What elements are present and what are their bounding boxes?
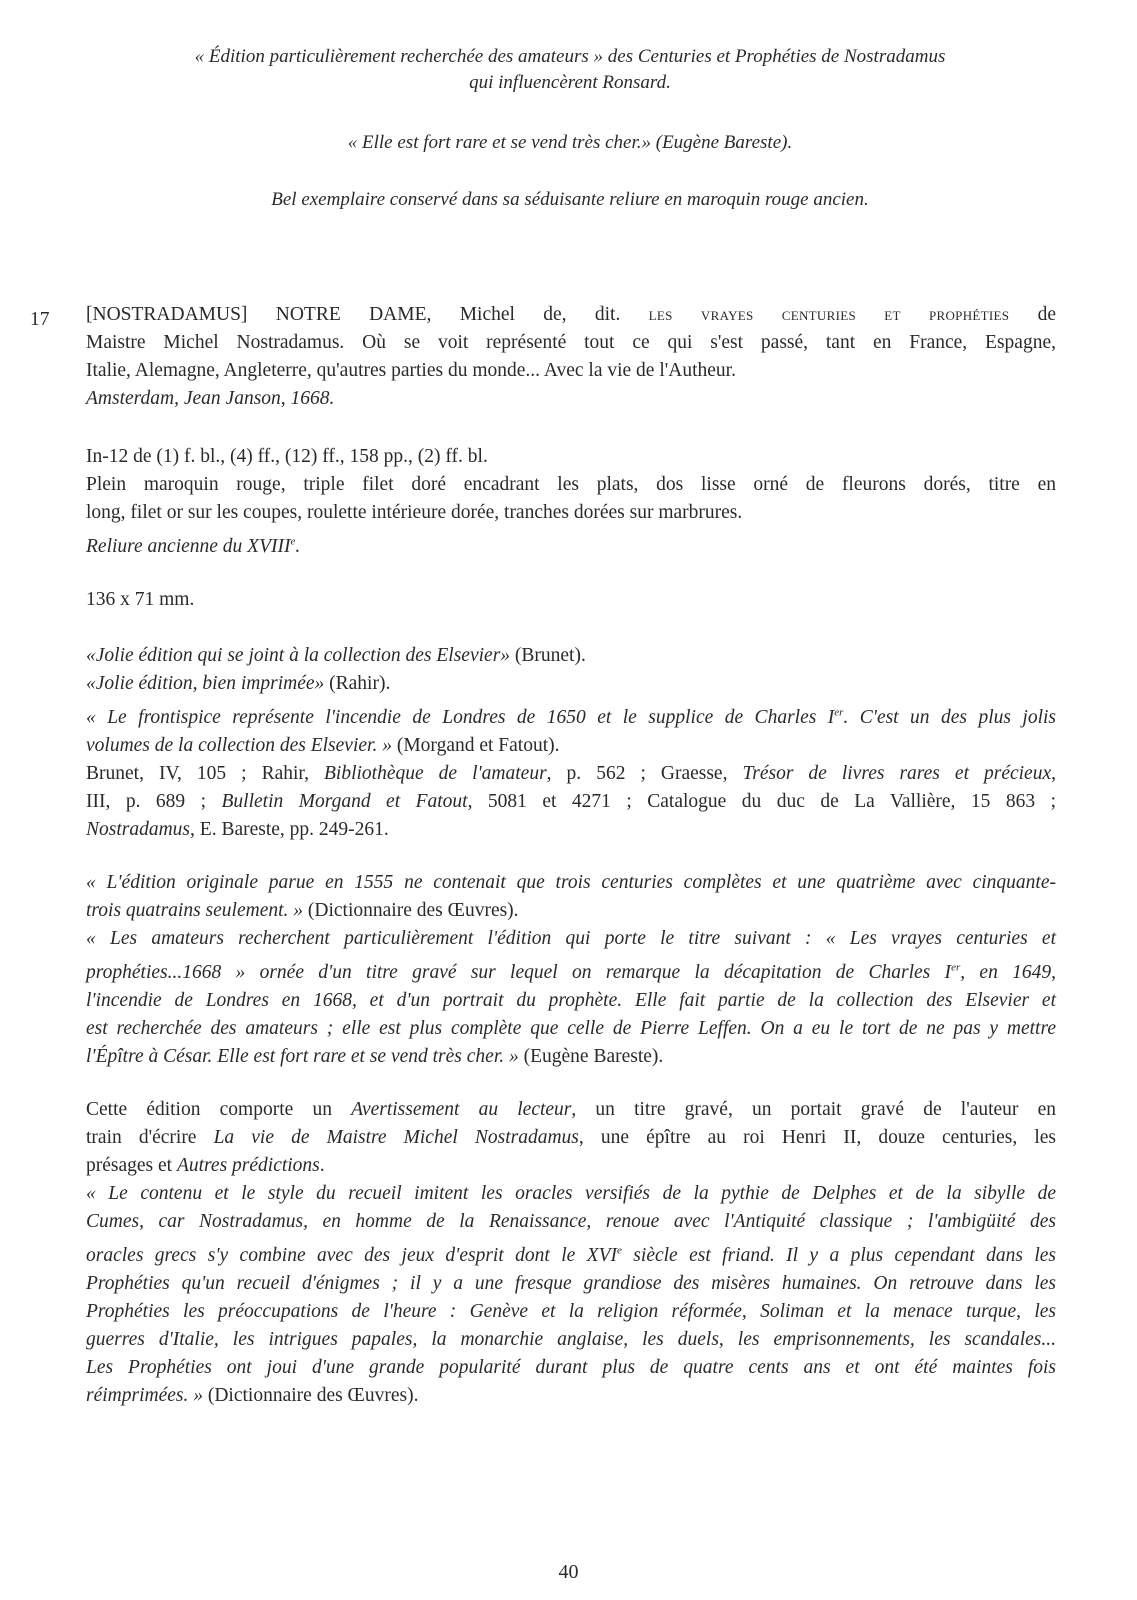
lot-title-line-1 [86, 300, 1056, 329]
lot-author: [NOSTRADAMUS] NOTRE DAME, Michel de, dit. [86, 304, 649, 325]
ref-q2-text: «Jolie édition, bien imprimée» [86, 673, 325, 694]
desc-line-1 [86, 1096, 1056, 1124]
desc-q1: « Le contenu et le style du recueil imitent les oracles versifiés de la pythie de Delphes et de la sibylle de [86, 1183, 1056, 1204]
lot-title-line-2: Maistre Michel Nostradamus. Où se voit représenté tout ce qui s'est passé, tant en France, Espagne, [86, 332, 1056, 353]
ref-quote-rahir [86, 670, 1056, 698]
ref-q3-a: « Le frontispice représente l'incendie de Londres de 1650 et le supplice de Charles I [86, 706, 835, 728]
desc-l2-b: , une épître au roi Henri II, douze centuries, les [578, 1127, 1057, 1148]
ref-b1-c: , [1051, 762, 1056, 784]
ref-q3-b: . C'est un des plus jolis [843, 706, 1056, 728]
desc-q2: Cumes, car Nostradamus, en homme de la Renaissance, renoue avec l'Antiquité classique ; l'ambigüité des [86, 1211, 1056, 1232]
ref-b1-i2: Trésor de livres rares et précieux [742, 762, 1052, 784]
desc-quote-6 [86, 1326, 1056, 1354]
dict-line-6 [86, 1015, 1056, 1043]
desc-q4: Prophéties qu'un recueil d'énigmes ; il y a une fresque grandiose des misères humaines. On retrouve dans les [86, 1272, 1056, 1294]
desc-quote-7 [86, 1354, 1056, 1382]
dict-l2-i: trois quatrains seulement. » [86, 900, 308, 921]
dict-l4-sup: er [951, 961, 961, 973]
binding-sup: e [290, 535, 296, 547]
dict-line-2 [86, 897, 1056, 925]
ref-b3-i1: Nostradamus [86, 818, 191, 840]
desc-q3-a: oracles grecs s'y combine avec des jeux d'esprit dont le XVI [86, 1244, 618, 1266]
desc-quote-2 [86, 1208, 1056, 1236]
desc-q8-i: réimprimées. » [86, 1384, 203, 1406]
ref-biblio-3 [86, 816, 1056, 844]
ref-b2-a: III, p. 689 ; [86, 790, 222, 812]
dict-l7-i: l'Épître à César. Elle est fort rare et se vend très cher. » [86, 1045, 519, 1067]
desc-q6: guerres d'Italie, les intrigues papales, la monarchie anglaise, les duels, les emprisonnements, les scandales... [86, 1328, 1056, 1350]
dict-l7-src: (Eugène Bareste). [518, 1045, 664, 1067]
ref-quote-brunet [86, 642, 1056, 670]
page-number: 40 [558, 1561, 579, 1583]
lot-dimensions: 136 x 71 mm. [86, 589, 195, 610]
collation-line-1: In-12 de (1) f. bl., (4) ff., (12) ff., 158 pp., (2) ff. bl. [86, 446, 488, 467]
desc-q8-src: (Dictionnaire des Œuvres). [202, 1384, 419, 1406]
lot-imprint-text: Amsterdam, Jean Janson, 1668. [86, 388, 335, 409]
lot-dictionary-quotes [86, 869, 1056, 1071]
ref-b1-b: , p. 562 ; Graesse, [546, 762, 743, 784]
lot-references [86, 642, 1056, 844]
desc-l2-i: La vie de Maistre Michel Nostradamus [213, 1127, 579, 1148]
binding-note [86, 527, 1056, 561]
collation-line-2: Plein maroquin rouge, triple filet doré encadrant les plats, dos lisse orné de fleurons dorés, titre en [86, 474, 1056, 495]
lot-title [86, 300, 1056, 413]
desc-l1-b: , un titre gravé, un portait gravé de l'auteur en [571, 1099, 1056, 1120]
dict-l4-a: prophéties...1668 » ornée d'un titre gravé sur lequel on remarque la décapitation de Charles I [86, 961, 952, 983]
ref-biblio-1 [86, 760, 1056, 788]
ref-b1-i1: Bibliothèque de l'amateur [324, 762, 547, 784]
dict-line-5 [86, 987, 1056, 1015]
lot-collation [86, 443, 1056, 561]
dict-l5: l'incendie de Londres en 1668, et d'un portrait du prophète. Elle fait partie de la collection des Elsevier et [86, 989, 1056, 1011]
dict-line-7 [86, 1043, 1056, 1071]
ref-q3-src: (Morgand et Fatout). [391, 734, 560, 756]
desc-l1-i: Avertissement au lecteur [351, 1099, 572, 1120]
ref-b2-i1: Bulletin Morgand et Fatout [221, 790, 468, 812]
desc-q7: Les Prophéties ont joui d'une grande popularité durant plus de quatre cents ans et ont été maintes fois [86, 1356, 1056, 1378]
dict-l4-b: , en 1649, [960, 961, 1057, 983]
desc-l3-b: . [319, 1155, 325, 1176]
desc-l1-a: Cette édition comporte un [86, 1099, 352, 1120]
ref-quote-morgand-2 [86, 732, 1056, 760]
ref-b3-a: , E. Bareste, pp. 249-261. [190, 818, 389, 840]
desc-quote-3 [86, 1236, 1056, 1270]
lot-number: 17 [30, 309, 50, 330]
intro-copy-note: Bel exemplaire conservé dans sa séduisante reliure en maroquin rouge ancien. [271, 189, 869, 210]
lot-title-after: de [1009, 304, 1056, 325]
ref-q3-sup: er [834, 706, 844, 718]
intro-line-2: qui influencèrent Ronsard. [469, 72, 671, 93]
dict-l3: « Les amateurs recherchent particulièrement l'édition qui porte le titre suivant : « Les vrayes centuries et [86, 928, 1056, 949]
dict-l2-src: (Dictionnaire des Œuvres). [307, 900, 519, 921]
dict-line-1 [86, 869, 1056, 897]
desc-q3-sup: e [617, 1244, 622, 1256]
intro-quote: « Elle est fort rare et se vend très cher.» (Eugène Bareste). [347, 132, 793, 153]
desc-line-3 [86, 1152, 1056, 1180]
lot-title-smallcaps: les vrayes centuries et prophéties [648, 304, 1010, 324]
desc-l2-a: train d'écrire [86, 1127, 214, 1148]
ref-b2-b: , 5081 et 4271 ; Catalogue du duc de La Vallière, 15 863 ; [467, 790, 1056, 812]
desc-l3-a: présages et [86, 1155, 177, 1176]
binding-end: . [295, 535, 301, 557]
desc-quote-5 [86, 1298, 1056, 1326]
intro-heading [90, 44, 1050, 96]
desc-q5: Prophéties les préoccupations de l'heure : Genève et la religion réformée, Soliman et la menace turque, les [86, 1300, 1056, 1322]
ref-q1-text: «Jolie édition qui se joint à la collection des Elsevier» [86, 645, 511, 666]
lot-description [86, 1096, 1056, 1410]
dict-l6: est recherchée des amateurs ; elle est plus complète que celle de Pierre Leffen. On a eu le tort de ne pas y mettre [86, 1017, 1056, 1039]
collation-line-3: long, filet or sur les coupes, roulette intérieure dorée, tranches dorées sur marbrures. [86, 502, 743, 523]
ref-b1-a: Brunet, IV, 105 ; Rahir, [86, 762, 325, 784]
dict-line-4 [86, 953, 1056, 987]
lot-title-line-3: Italie, Alemagne, Angleterre, qu'autres parties du monde... Avec la vie de l'Autheur. [86, 360, 736, 381]
desc-l3-i: Autres prédictions [176, 1155, 320, 1176]
ref-quote-morgand-1 [86, 698, 1056, 732]
ref-q2-src: (Rahir). [324, 673, 391, 694]
binding-text: Reliure ancienne du XVIII [86, 535, 291, 557]
ref-q1-src: (Brunet). [510, 645, 586, 666]
lot-imprint [86, 385, 1056, 413]
desc-quote-1 [86, 1180, 1056, 1208]
ref-biblio-2 [86, 788, 1056, 816]
desc-q3-b: siècle est friand. Il y a plus cependant dans les [621, 1244, 1056, 1266]
dict-line-3 [86, 925, 1056, 953]
desc-line-2 [86, 1124, 1056, 1152]
dict-l1: « L'édition originale parue en 1555 ne contenait que trois centuries complètes et une quatrième avec cinquante- [86, 872, 1056, 893]
desc-quote-8 [86, 1382, 1056, 1410]
ref-q3-c: volumes de la collection des Elsevier. » [86, 734, 392, 756]
intro-line-1: « Édition particulièrement recherchée des amateurs » des Centuries et Prophéties de Nostradamus [194, 46, 946, 67]
desc-quote-4 [86, 1270, 1056, 1298]
